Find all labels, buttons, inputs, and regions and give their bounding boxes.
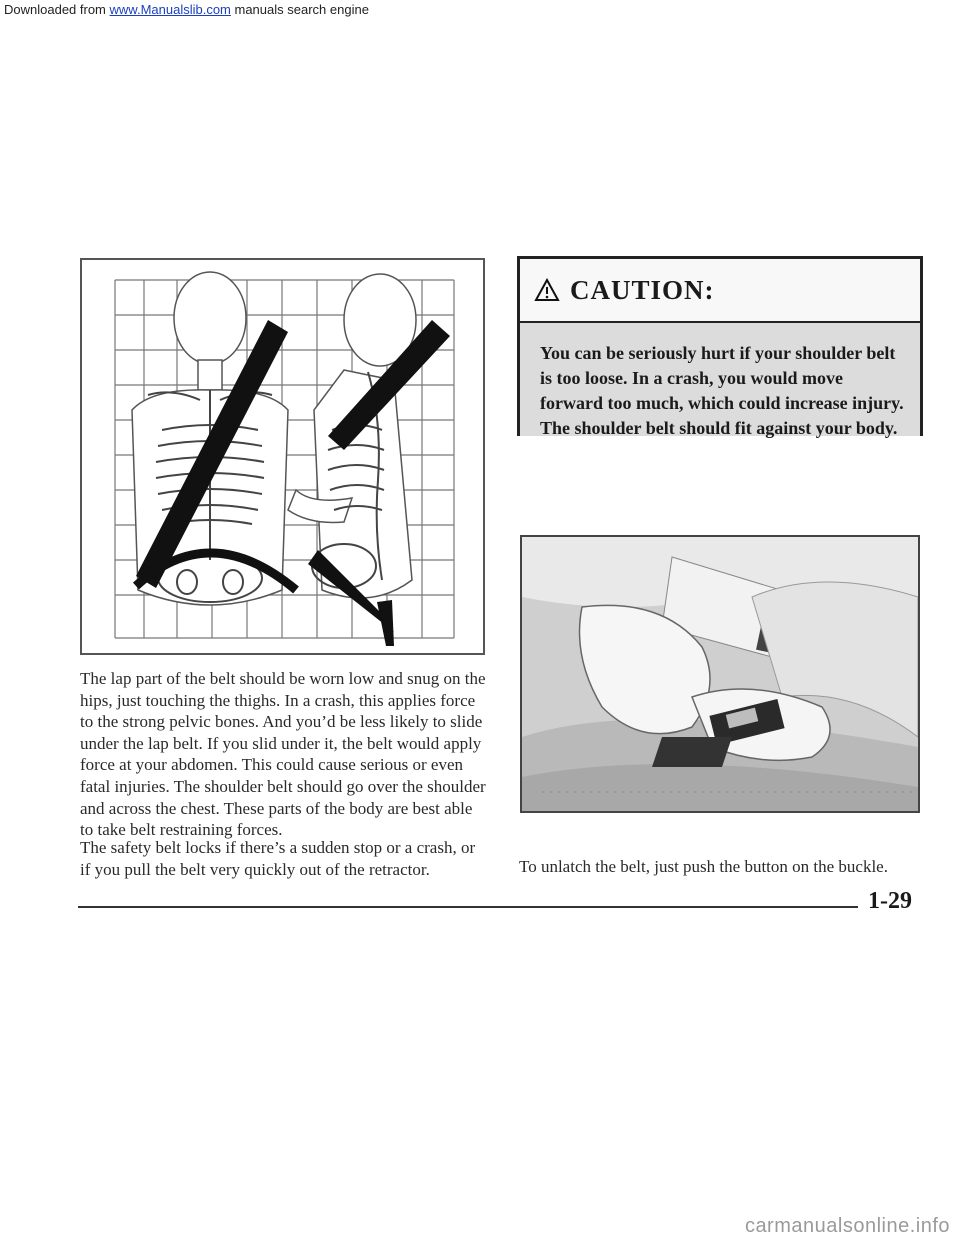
page-number: 1-29: [868, 888, 912, 914]
footer-rule: [78, 906, 858, 908]
belt-skeleton-illustration: [80, 258, 485, 655]
site-watermark: carmanualsonline.info: [744, 1215, 950, 1237]
watermark-suffix: manuals search engine: [230, 2, 369, 17]
caution-title: CAUTION:: [570, 274, 715, 305]
warning-triangle-icon: [534, 278, 560, 302]
caution-text: You can be seriously hurt if your shoulder belt is too loose. In a crash, you would move forward too much, which could increase injury. The shoulder belt should fit against your body.: [520, 323, 920, 436]
watermark-prefix: Downloaded from: [4, 2, 106, 17]
caution-header: [520, 259, 920, 323]
lap-belt-paragraph: The lap part of the belt should be worn low and snug on the hips, just touching the thighs. In a crash, this applies force to the strong pelvic bones. And you’d be less likely to slide under the lap belt. If you slid under it, the belt would apply force at your abdomen. This could cause serious or even fatal injuries. The shoulder belt should go over the shoulder and across the chest. These parts of the body are best able to take belt restraining forces.: [80, 669, 486, 840]
unlatch-caption: To unlatch the belt, just push the button on the buckle.: [519, 857, 888, 876]
caution-box: [517, 256, 923, 436]
buckle-release-photo: [520, 535, 920, 813]
manualslib-link[interactable]: www.Manualslib.com: [109, 2, 231, 17]
download-watermark: [4, 2, 369, 17]
belt-locks-paragraph: The safety belt locks if there’s a sudden stop or a crash, or if you pull the belt very quickly out of the retractor.: [80, 838, 476, 879]
